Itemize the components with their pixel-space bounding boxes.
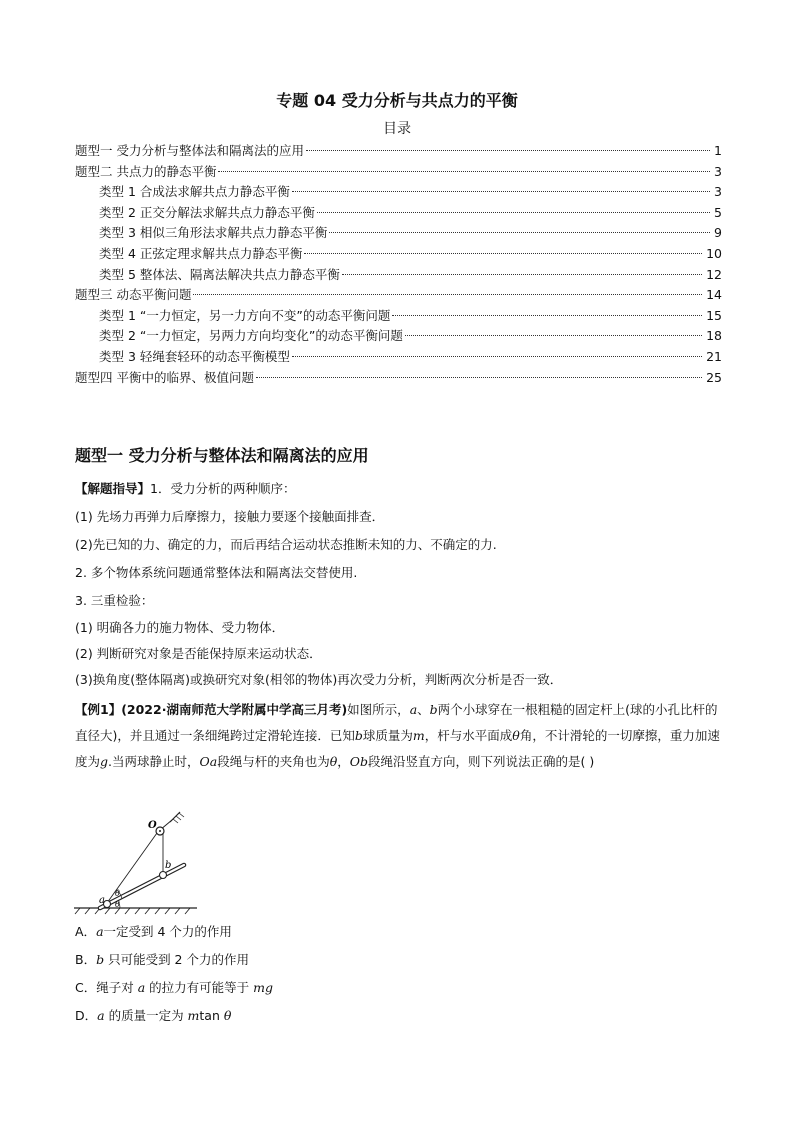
var-oa: Oa — [199, 754, 218, 769]
toc-entry-label: 类型 2 正交分解法求解共点力静态平衡 — [99, 204, 315, 220]
example-tag: 【例1】 — [75, 702, 122, 717]
pulley-axle — [159, 830, 161, 832]
option-prefix: C．绳子对 — [75, 980, 138, 995]
toc-entry-page: 25 — [706, 369, 722, 385]
example-text: 段绳沿竖直方向，则下列说法正确的是( ) — [368, 754, 595, 769]
toc-leader — [317, 212, 710, 213]
physics-figure — [72, 810, 202, 920]
example-source: (2022·湖南师范大学附属中学高三月考) — [121, 702, 348, 717]
option-text: tan — [199, 1008, 224, 1023]
toc-entry-label: 题型三 动态平衡问题 — [75, 287, 192, 303]
option-text: 的拉力有可能等于 — [145, 980, 254, 995]
guide-line: (2) 判断研究对象是否能保持原来运动状态． — [75, 646, 322, 661]
toc-leader — [405, 335, 702, 336]
example-text: 、 — [417, 702, 430, 717]
option-text: 只可能受到 2 个力的作用 — [104, 952, 249, 967]
toc-entry-label: 题型一 受力分析与整体法和隔离法的应用 — [75, 143, 304, 158]
toc-entry-page: 10 — [706, 245, 722, 261]
example-text: ， — [337, 754, 350, 769]
var-a: a — [96, 924, 104, 939]
toc-entry[interactable] — [75, 203, 722, 224]
guide-line: (3)换角度(整体隔离)或换研究对象(相邻的物体)再次受力分析，判断两次分析是否一致． — [75, 672, 563, 687]
option-d — [75, 1006, 231, 1024]
toc-entry-label: 类型 3 轻绳套轻环的动态平衡模型 — [99, 348, 290, 364]
option-prefix: D． — [75, 1008, 98, 1023]
toc-leader — [306, 150, 710, 151]
toc-entry-page: 15 — [706, 307, 722, 323]
guide-line: 2. 多个物体系统问题通常整体法和隔离法交替使用. — [75, 565, 358, 580]
var-g: g — [100, 754, 109, 769]
option-prefix: B． — [75, 952, 97, 967]
guide-first: 1．受力分析的两种顺序： — [150, 481, 296, 496]
example-1 — [75, 697, 725, 775]
var-theta: θ — [329, 754, 338, 769]
example-text: ，杆与水平面成 — [424, 728, 513, 743]
toc-leader — [329, 232, 710, 233]
option-a — [75, 922, 232, 940]
toc-entry[interactable] — [75, 265, 722, 286]
guide-tag: 【解题指导】 — [75, 481, 151, 496]
label-theta: θ — [115, 889, 120, 898]
label-a: a — [99, 895, 105, 906]
toc-leader — [292, 191, 710, 192]
toc-entry-label: 题型四 平衡中的临界、极值问题 — [75, 369, 254, 385]
toc-entry-page: 9 — [714, 225, 722, 241]
toc-leader — [342, 274, 702, 275]
guide-line: (2)先已知的力、确定的力，而后再结合运动状态推断未知的力、不确定的力. — [75, 537, 497, 552]
var-a: a — [409, 702, 418, 717]
toc-entry-page: 21 — [706, 348, 722, 364]
option-text: 的质量一定为 — [104, 1008, 188, 1023]
toc-entry[interactable] — [75, 182, 722, 203]
toc-leader — [193, 294, 702, 295]
toc-heading: 目录 — [383, 121, 411, 137]
toc-entry[interactable] — [75, 368, 722, 389]
toc-entry[interactable] — [75, 306, 722, 327]
guide-line: (1) 先场力再弹力后摩擦力，接触力要逐个接触面排查． — [75, 509, 385, 524]
var-m: m — [187, 1008, 200, 1023]
toc-entry-page: 14 — [706, 287, 722, 303]
toc-leader — [292, 356, 702, 357]
toc-entry[interactable] — [75, 223, 722, 244]
toc-entry-label: 类型 5 整体法、隔离法解决共点力静态平衡 — [99, 266, 340, 282]
toc-entry[interactable] — [75, 141, 722, 162]
var-ob: Ob — [349, 754, 369, 769]
toc-entry[interactable] — [75, 285, 722, 306]
option-c — [75, 978, 273, 996]
toc-entry-page: 18 — [706, 328, 722, 344]
var-theta: θ — [512, 728, 520, 743]
option-b — [75, 950, 249, 968]
toc-entry-page: 3 — [714, 184, 722, 200]
toc-entry-label: 类型 1 合成法求解共点力静态平衡 — [99, 184, 290, 200]
example-text: 段绳与杆的夹角也为 — [217, 754, 330, 769]
var-a: a — [137, 980, 146, 995]
toc-entry[interactable] — [75, 162, 722, 183]
example-text: 如图所示， — [347, 702, 410, 717]
toc-entry[interactable] — [75, 347, 722, 368]
guide-line — [75, 480, 725, 498]
toc-entry-label: 类型 3 相似三角形法求解共点力静态平衡 — [99, 225, 328, 241]
var-theta: θ — [223, 1008, 232, 1023]
toc-entry-label: 类型 2 “一力恒定，另两力方向均变化”的动态平衡问题 — [99, 328, 403, 344]
guide-line: 3. 三重检验： — [75, 593, 154, 608]
option-text: 一定受到 4 个力的作用 — [103, 924, 232, 939]
toc-entry[interactable] — [75, 244, 722, 265]
ball-b-icon — [160, 872, 167, 879]
section-heading: 题型一 受力分析与整体法和隔离法的应用 — [75, 446, 369, 465]
toc-entry-page: 12 — [706, 266, 722, 282]
toc-entry-label: 类型 1 “一力恒定，另一力方向不变”的动态平衡问题 — [99, 307, 391, 323]
toc-entry-label: 类型 4 正弦定理求解共点力静态平衡 — [99, 245, 303, 261]
var-m: m — [412, 728, 425, 743]
toc-entry[interactable] — [75, 326, 722, 347]
toc-leader — [256, 377, 702, 378]
rod-inner — [100, 865, 184, 908]
var-mg: mg — [253, 980, 273, 995]
guide-line: (1) 明确各力的施力物体、受力物体． — [75, 620, 285, 635]
label-o: O — [148, 820, 157, 831]
example-text: 角，不计滑轮的一切摩擦，重力加速度为 — [75, 728, 720, 769]
label-b: b — [165, 860, 172, 871]
toc-leader — [304, 253, 702, 254]
option-prefix: A． — [75, 924, 97, 939]
label-theta: θ — [115, 900, 120, 909]
var-a: a — [97, 1008, 105, 1023]
toc-entry-page: 1 — [714, 143, 722, 158]
toc-leader — [392, 315, 702, 316]
example-text: .当两球静止时， — [108, 754, 200, 769]
ground-hatch — [75, 908, 190, 914]
toc-leader — [218, 171, 710, 172]
toc-entry-page: 5 — [714, 204, 722, 220]
toc-entry-label: 题型二 共点力的静态平衡 — [75, 163, 217, 179]
example-text: 两个小球穿在一根粗糙的固定杆上(球的小孔比杆的直径大)，并且通过一条细绳跨过定滑轮连接．已知 — [75, 702, 718, 743]
toc-entry-page: 3 — [714, 163, 722, 179]
var-b: b — [96, 952, 105, 967]
var-b: b — [354, 728, 363, 743]
var-b: b — [429, 702, 438, 717]
document-title: 专题 04 受力分析与共点力的平衡 — [276, 91, 518, 110]
example-text: 球质量为 — [362, 728, 413, 743]
table-of-contents — [75, 141, 722, 388]
